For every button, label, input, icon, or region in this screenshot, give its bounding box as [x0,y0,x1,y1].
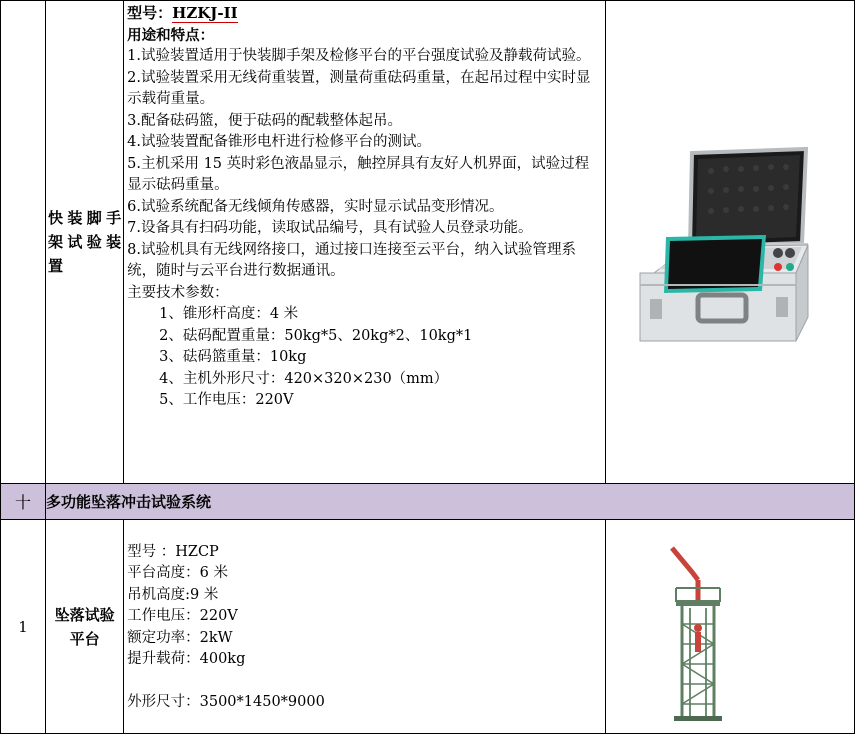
features-title: 用途和特点： [127,26,215,44]
param-item: 1、锥形杆高度：4 米 [159,306,299,322]
feature-item: 6.试验系统配备无线倾角传感器，实时显示试品变形情况。 [127,198,504,215]
section-title: 多功能坠落冲击试验系统 [46,484,855,520]
param-item: 2、砝码配置重量：50kg*5、20kg*2、10kg*1 [159,327,473,344]
drop-test-tower-photo [606,520,855,733]
spec-line: 提升载荷：400kg [127,651,246,668]
item-name-cell [46,520,124,734]
feature-item: 3.配备砝码篮，便于砝码的配载整体起吊。 [127,112,402,129]
feature-item: 8.试验机具有无线网络接口，通过接口连接至云平台，纳入试验管理系统，随时与云平台进行数据通讯。 [127,241,576,279]
table-row [1,1,855,484]
item-name-line: 平台 [69,629,100,648]
spec-line: 吊机高度:9 米 [127,586,219,603]
item-name: 快装脚手架试验装置 [48,209,122,275]
instrument-case-photo [606,1,855,483]
params-title: 主要技术参数： [127,284,229,301]
model-label: 型号： [127,4,173,22]
item-description-cell [124,520,606,734]
feature-item: 7.设备具有扫码功能，读取试品编号，具有试验人员登录功能。 [127,220,533,236]
feature-item: 2.试验装置采用无线荷重装置，测量荷重砝码重量，在起吊过程中实时显示载荷重量。 [127,69,591,107]
section-index: 十 [1,484,46,520]
model-value: HZKJ-II [172,4,238,22]
param-item: 3、砝码篮重量：10kg [159,349,307,365]
section-row [1,484,855,520]
model-line [127,3,603,25]
image-cell [605,1,854,484]
table-row [1,520,855,734]
spec-line: 型号 ：HZCP [127,543,219,560]
spec-line: 额定功率：2kW [127,629,233,646]
param-item: 4、主机外形尺寸：420×320×230（mm） [159,370,449,387]
row-index-cell: 1 [1,520,46,734]
feature-item: 5.主机采用 15 英时彩色液晶显示，触控屏具有友好人机界面，试验过程显示砝码重量。 [127,155,590,193]
param-item: 5、工作电压：220V [159,392,294,408]
spec-line: 工作电压：220V [127,608,238,625]
row-index-cell [1,1,46,484]
image-cell [605,520,854,734]
spec-line: 平台高度：6 米 [127,565,228,582]
dimensions-line: 外形尺寸：3500*1450*9000 [127,693,325,710]
item-name-line: 坠落试验 [54,605,115,624]
item-name-cell [46,1,124,484]
item-description-cell [124,1,606,484]
feature-item: 4.试验装置配备锥形电杆进行检修平台的测试。 [127,134,431,150]
feature-item: 1.试验装置适用于快装脚手架及检修平台的平台强度试验及静载荷试验。 [127,48,591,64]
